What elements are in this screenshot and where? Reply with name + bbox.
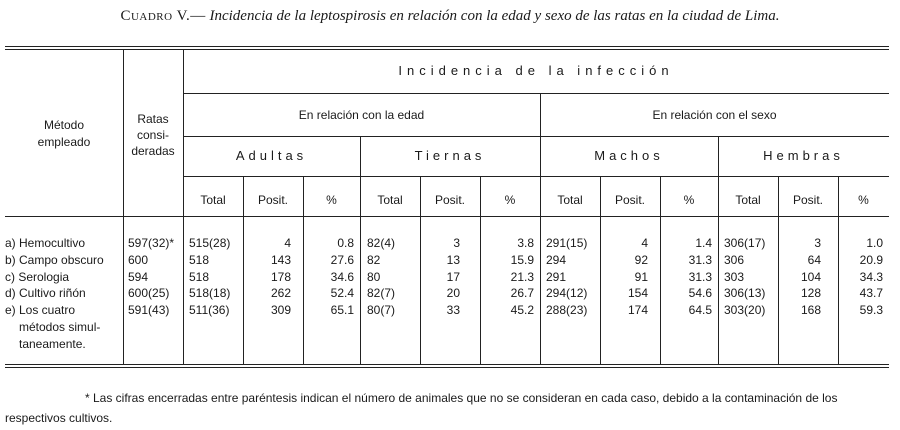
table-cell: 303	[724, 270, 745, 284]
row-label: taneamente.	[19, 337, 86, 351]
table-cell: 91	[634, 270, 648, 284]
table-cell: 104	[800, 270, 821, 284]
table-cell: 294	[546, 253, 567, 267]
col-divider-rats	[183, 50, 184, 364]
table-caption	[0, 8, 900, 25]
table-cell: 511(36)	[189, 303, 230, 317]
table-cell: 306(13)	[724, 286, 766, 300]
table-cell: 3.8	[517, 236, 534, 250]
row-label: b) Campo obscuro	[5, 253, 104, 267]
group-header-machos: Machos	[594, 148, 664, 163]
table-cell: 20.9	[859, 253, 883, 267]
table-cell: 262	[270, 286, 291, 300]
table-cell: 309	[270, 303, 291, 317]
bottom-rule	[5, 364, 889, 365]
table-cell: 518	[189, 270, 210, 284]
table-cell: 518(18)	[189, 286, 231, 300]
table-cell: 515(28)	[189, 236, 231, 250]
table-cell: 65.1	[330, 303, 354, 317]
table-cell: 34.3	[859, 270, 883, 284]
by-age-header: En relación con la edad	[298, 108, 425, 122]
col-divider-macho-hembra	[718, 136, 719, 364]
table-cell: 33	[446, 303, 460, 317]
subheader-total: Total	[557, 193, 583, 207]
table-cell: 294(12)	[546, 286, 588, 300]
subheader-posit: Posit.	[257, 193, 288, 207]
header-line-bottom	[5, 216, 889, 217]
table-cell: 59.3	[859, 303, 883, 317]
table-cell: 178	[270, 270, 291, 284]
table-cell: 306(17)	[724, 236, 766, 250]
table-cell: 64.5	[688, 303, 712, 317]
table-cell: 3	[453, 236, 460, 250]
method-header-line1: Método	[43, 118, 85, 132]
rats-considered-cell: 600	[128, 253, 149, 267]
table-cell: 92	[634, 253, 648, 267]
table-cell: 80	[367, 270, 381, 284]
table-cell: 291	[546, 270, 567, 284]
table-cell: 291(15)	[546, 236, 588, 250]
rats-considered-cell: 600(25)	[128, 286, 170, 300]
table-cell: 15.9	[510, 253, 534, 267]
row-label: d) Cultivo riñón	[5, 286, 86, 300]
table-cell: 21.3	[510, 270, 534, 284]
table-cell: 154	[627, 286, 648, 300]
row-label: a) Hemocultivo	[5, 236, 86, 250]
table-cell: 168	[800, 303, 821, 317]
subheader-posit: Posit.	[792, 193, 823, 207]
subheader-total: Total	[377, 193, 403, 207]
subheader-percent: %	[504, 193, 516, 207]
table-cell: 31.3	[688, 253, 712, 267]
table-cell: 17	[446, 270, 460, 284]
table-cell: 4	[641, 236, 648, 250]
group-header-adultas: Adultas	[235, 148, 308, 163]
subheader-posit: Posit.	[614, 193, 645, 207]
table-cell: 52.4	[330, 286, 354, 300]
table-cell: 43.7	[859, 286, 883, 300]
table-cell: 288(23)	[546, 303, 588, 317]
rats-header-line2: consi-	[136, 128, 169, 142]
table-cell: 45.2	[510, 303, 534, 317]
table-cell: 306	[724, 253, 745, 267]
caption-label: Cuadro V.—	[120, 8, 206, 24]
subheader-total: Total	[200, 193, 226, 207]
rats-header-line3: deradas	[131, 144, 175, 158]
rats-header-line1: Ratas	[137, 112, 169, 126]
row-label: c) Serologia	[5, 270, 70, 284]
table-cell: 0.8	[337, 236, 354, 250]
table-cell: 82(4)	[367, 236, 396, 250]
group-header-tiernas: Tiernas	[414, 148, 486, 163]
header-line-incidence	[183, 93, 889, 94]
table-cell: 27.6	[330, 253, 354, 267]
table-cell: 20	[446, 286, 460, 300]
rats-considered-cell: 597(32)*	[128, 236, 175, 250]
subheader-total: Total	[735, 193, 761, 207]
table-cell: 1.0	[866, 236, 883, 250]
caption-title: Incidencia de la leptospirosis en relación con la edad y sexo de las ratas en la ciudad de Lima.	[209, 8, 780, 24]
group-header-hembras: Hembras	[763, 148, 844, 163]
rats-considered-cell: 591(43)	[128, 303, 170, 317]
table-cell: 82	[367, 253, 381, 267]
bottom-rule-2	[5, 367, 889, 368]
top-rule-2	[5, 49, 889, 50]
subheader-posit: Posit.	[434, 193, 465, 207]
col-divider-method	[123, 50, 124, 364]
table-cell: 64	[807, 253, 821, 267]
col-divider-age-sex	[540, 93, 541, 364]
subheader-percent: %	[326, 193, 337, 207]
table-cell: 31.3	[688, 270, 712, 284]
col-divider-adult-tierna	[360, 136, 361, 364]
table-cell: 3	[814, 236, 821, 250]
footnote: * Las cifras encerradas entre paréntesis indican el número de animales que no se consideran en cada caso, debido a la contaminación de los respectivos cultivos.	[5, 391, 838, 425]
subheader-percent: %	[858, 193, 869, 207]
rats-considered-cell: 594	[128, 270, 149, 284]
header-line-groups	[183, 176, 889, 177]
table-cell: 128	[800, 286, 821, 300]
table-cell: 143	[270, 253, 291, 267]
incidence-header: Incidencia de la infección	[398, 63, 674, 78]
top-rule	[5, 46, 889, 47]
table-cell: 26.7	[510, 286, 534, 300]
table-cell: 518	[189, 253, 210, 267]
table-cell: 54.6	[688, 286, 712, 300]
subheader-percent: %	[683, 193, 695, 207]
row-label: e) Los cuatro	[5, 303, 76, 317]
table-cell: 80(7)	[367, 303, 396, 317]
table-cell: 4	[284, 236, 291, 250]
method-header-line2: empleado	[37, 135, 91, 149]
table-cell: 82(7)	[367, 286, 396, 300]
table-cell: 13	[446, 253, 460, 267]
table-cell: 174	[627, 303, 648, 317]
table-cell: 34.6	[330, 270, 354, 284]
by-sex-header: En relación con el sexo	[652, 108, 777, 122]
table-cell: 303(20)	[724, 303, 766, 317]
header-line-age-sex	[183, 136, 889, 137]
table-cell: 1.4	[695, 236, 712, 250]
row-label: métodos simul-	[19, 320, 101, 334]
